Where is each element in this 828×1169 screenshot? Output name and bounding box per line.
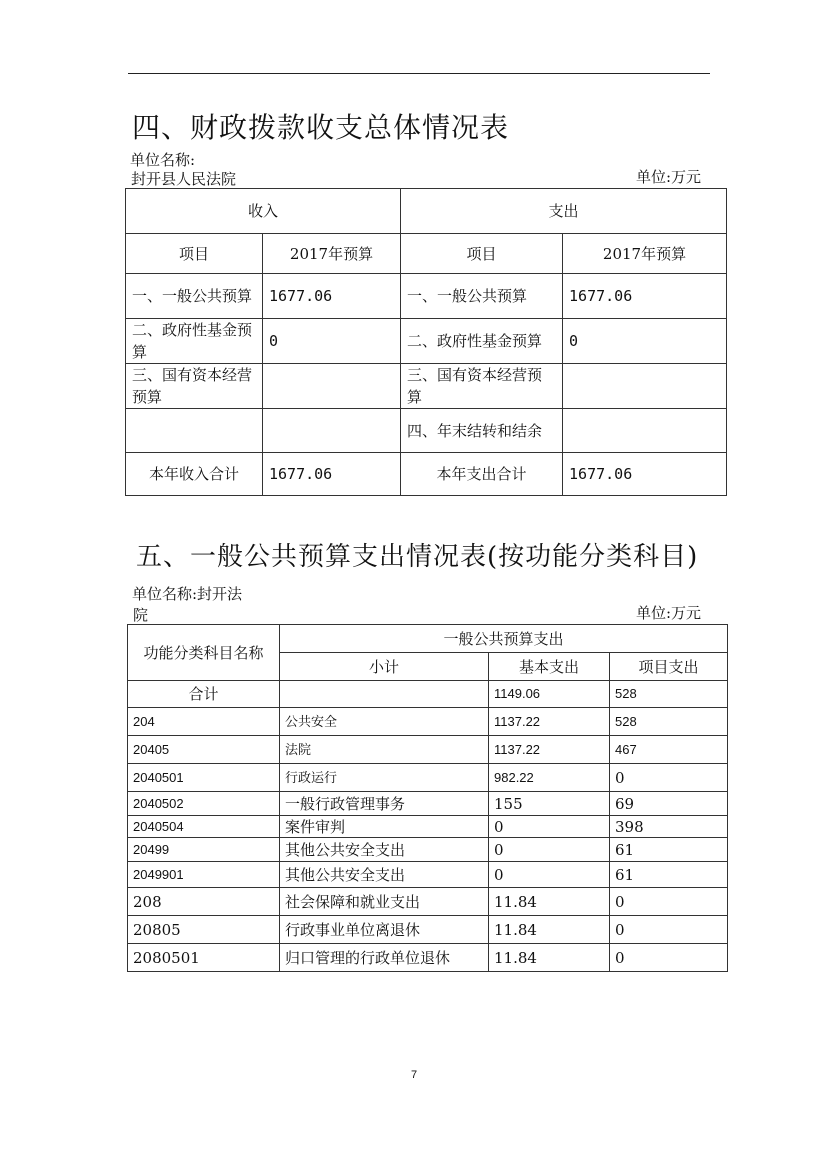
table-total-row bbox=[128, 681, 728, 708]
income-item bbox=[126, 409, 263, 453]
col-budget: 2017年预算 bbox=[263, 234, 401, 274]
project-value: 528 bbox=[610, 708, 728, 736]
section4-title: 四、财政拨款收支总体情况表 bbox=[132, 111, 510, 144]
project-value: 528 bbox=[610, 681, 728, 708]
function-name: 其他公共安全支出 bbox=[280, 862, 489, 888]
project-value: 61 bbox=[610, 862, 728, 888]
function-code: 20499 bbox=[128, 838, 280, 862]
function-name: 社会保障和就业支出 bbox=[280, 888, 489, 916]
function-code: 208 bbox=[128, 888, 280, 916]
table-row bbox=[128, 816, 728, 838]
table-row bbox=[126, 319, 727, 364]
income-value bbox=[263, 409, 401, 453]
basic-value: 0 bbox=[489, 838, 610, 862]
function-code: 合计 bbox=[128, 681, 280, 708]
table-row bbox=[128, 736, 728, 764]
table-row bbox=[128, 764, 728, 792]
function-code: 2080501 bbox=[128, 944, 280, 972]
fiscal-summary-table bbox=[125, 188, 727, 496]
table-header-row bbox=[126, 234, 727, 274]
expense-value bbox=[563, 409, 727, 453]
col-item: 项目 bbox=[401, 234, 563, 274]
function-name: 法院 bbox=[280, 736, 489, 764]
function-name: 一般行政管理事务 bbox=[280, 792, 489, 816]
income-item: 一、一般公共预算 bbox=[126, 274, 263, 319]
col-basic: 基本支出 bbox=[489, 653, 610, 681]
basic-value: 0 bbox=[489, 816, 610, 838]
basic-value: 1137.22 bbox=[489, 736, 610, 764]
income-item: 二、政府性基金预算 bbox=[126, 319, 263, 364]
col-general-budget: 一般公共预算支出 bbox=[280, 625, 728, 653]
function-code: 2040504 bbox=[128, 816, 280, 838]
basic-value: 11.84 bbox=[489, 916, 610, 944]
income-value: 1677.06 bbox=[263, 274, 401, 319]
section4-unit-name: 封开县人民法院 bbox=[131, 170, 237, 188]
expense-item: 三、国有资本经营预算 bbox=[401, 364, 563, 409]
project-value: 61 bbox=[610, 838, 728, 862]
col-item: 项目 bbox=[126, 234, 263, 274]
basic-value: 11.84 bbox=[489, 888, 610, 916]
basic-value: 982.22 bbox=[489, 764, 610, 792]
col-project: 项目支出 bbox=[610, 653, 728, 681]
table-header-row bbox=[128, 625, 728, 653]
table-row bbox=[128, 838, 728, 862]
project-value: 0 bbox=[610, 944, 728, 972]
total-expense-value: 1677.06 bbox=[563, 453, 727, 496]
function-code: 20405 bbox=[128, 736, 280, 764]
section5-unit: 单位:万元 bbox=[636, 604, 702, 622]
basic-value: 11.84 bbox=[489, 944, 610, 972]
expense-value: 0 bbox=[563, 319, 727, 364]
income-header: 收入 bbox=[126, 189, 401, 234]
expense-header: 支出 bbox=[401, 189, 727, 234]
col-budget: 2017年预算 bbox=[563, 234, 727, 274]
function-code: 2040501 bbox=[128, 764, 280, 792]
income-value bbox=[263, 364, 401, 409]
table-row bbox=[128, 944, 728, 972]
function-name: 行政事业单位离退休 bbox=[280, 916, 489, 944]
general-budget-expenditure-table bbox=[127, 624, 728, 972]
table-row bbox=[128, 862, 728, 888]
expense-item: 一、一般公共预算 bbox=[401, 274, 563, 319]
project-value: 467 bbox=[610, 736, 728, 764]
table-total-row bbox=[126, 453, 727, 496]
function-name bbox=[280, 681, 489, 708]
function-name: 公共安全 bbox=[280, 708, 489, 736]
section5-unit-name-label: 单位名称:封开法 bbox=[132, 585, 243, 603]
page-number: 7 bbox=[410, 1069, 418, 1081]
function-name: 其他公共安全支出 bbox=[280, 838, 489, 862]
table-header-row bbox=[126, 189, 727, 234]
income-value: 0 bbox=[263, 319, 401, 364]
basic-value: 155 bbox=[489, 792, 610, 816]
table-row bbox=[128, 708, 728, 736]
table-row bbox=[126, 274, 727, 319]
function-name: 归口管理的行政单位退休 bbox=[280, 944, 489, 972]
table-row bbox=[128, 792, 728, 816]
section4-unit-name-label: 单位名称: bbox=[130, 151, 196, 169]
function-name: 行政运行 bbox=[280, 764, 489, 792]
basic-value: 1137.22 bbox=[489, 708, 610, 736]
table-row bbox=[126, 364, 727, 409]
section5-title: 五、一般公共预算支出情况表(按功能分类科目) bbox=[136, 542, 699, 572]
section4-unit: 单位:万元 bbox=[636, 168, 702, 186]
project-value: 398 bbox=[610, 816, 728, 838]
project-value: 0 bbox=[610, 916, 728, 944]
basic-value: 1149.06 bbox=[489, 681, 610, 708]
total-income-value: 1677.06 bbox=[263, 453, 401, 496]
col-function-name: 功能分类科目名称 bbox=[128, 625, 280, 681]
expense-item: 四、年末结转和结余 bbox=[401, 409, 563, 453]
expense-value bbox=[563, 364, 727, 409]
table-row bbox=[126, 409, 727, 453]
header-rule bbox=[128, 73, 710, 74]
total-expense-label: 本年支出合计 bbox=[401, 453, 563, 496]
function-name: 案件审判 bbox=[280, 816, 489, 838]
expense-item: 二、政府性基金预算 bbox=[401, 319, 563, 364]
table-row bbox=[128, 888, 728, 916]
table-row bbox=[128, 916, 728, 944]
expense-value: 1677.06 bbox=[563, 274, 727, 319]
function-code: 204 bbox=[128, 708, 280, 736]
project-value: 0 bbox=[610, 888, 728, 916]
project-value: 69 bbox=[610, 792, 728, 816]
section5-unit-name-cont: 院 bbox=[133, 606, 149, 624]
col-subtotal: 小计 bbox=[280, 653, 489, 681]
basic-value: 0 bbox=[489, 862, 610, 888]
income-item: 三、国有资本经营预算 bbox=[126, 364, 263, 409]
total-income-label: 本年收入合计 bbox=[126, 453, 263, 496]
function-code: 2049901 bbox=[128, 862, 280, 888]
project-value: 0 bbox=[610, 764, 728, 792]
function-code: 2040502 bbox=[128, 792, 280, 816]
function-code: 20805 bbox=[128, 916, 280, 944]
